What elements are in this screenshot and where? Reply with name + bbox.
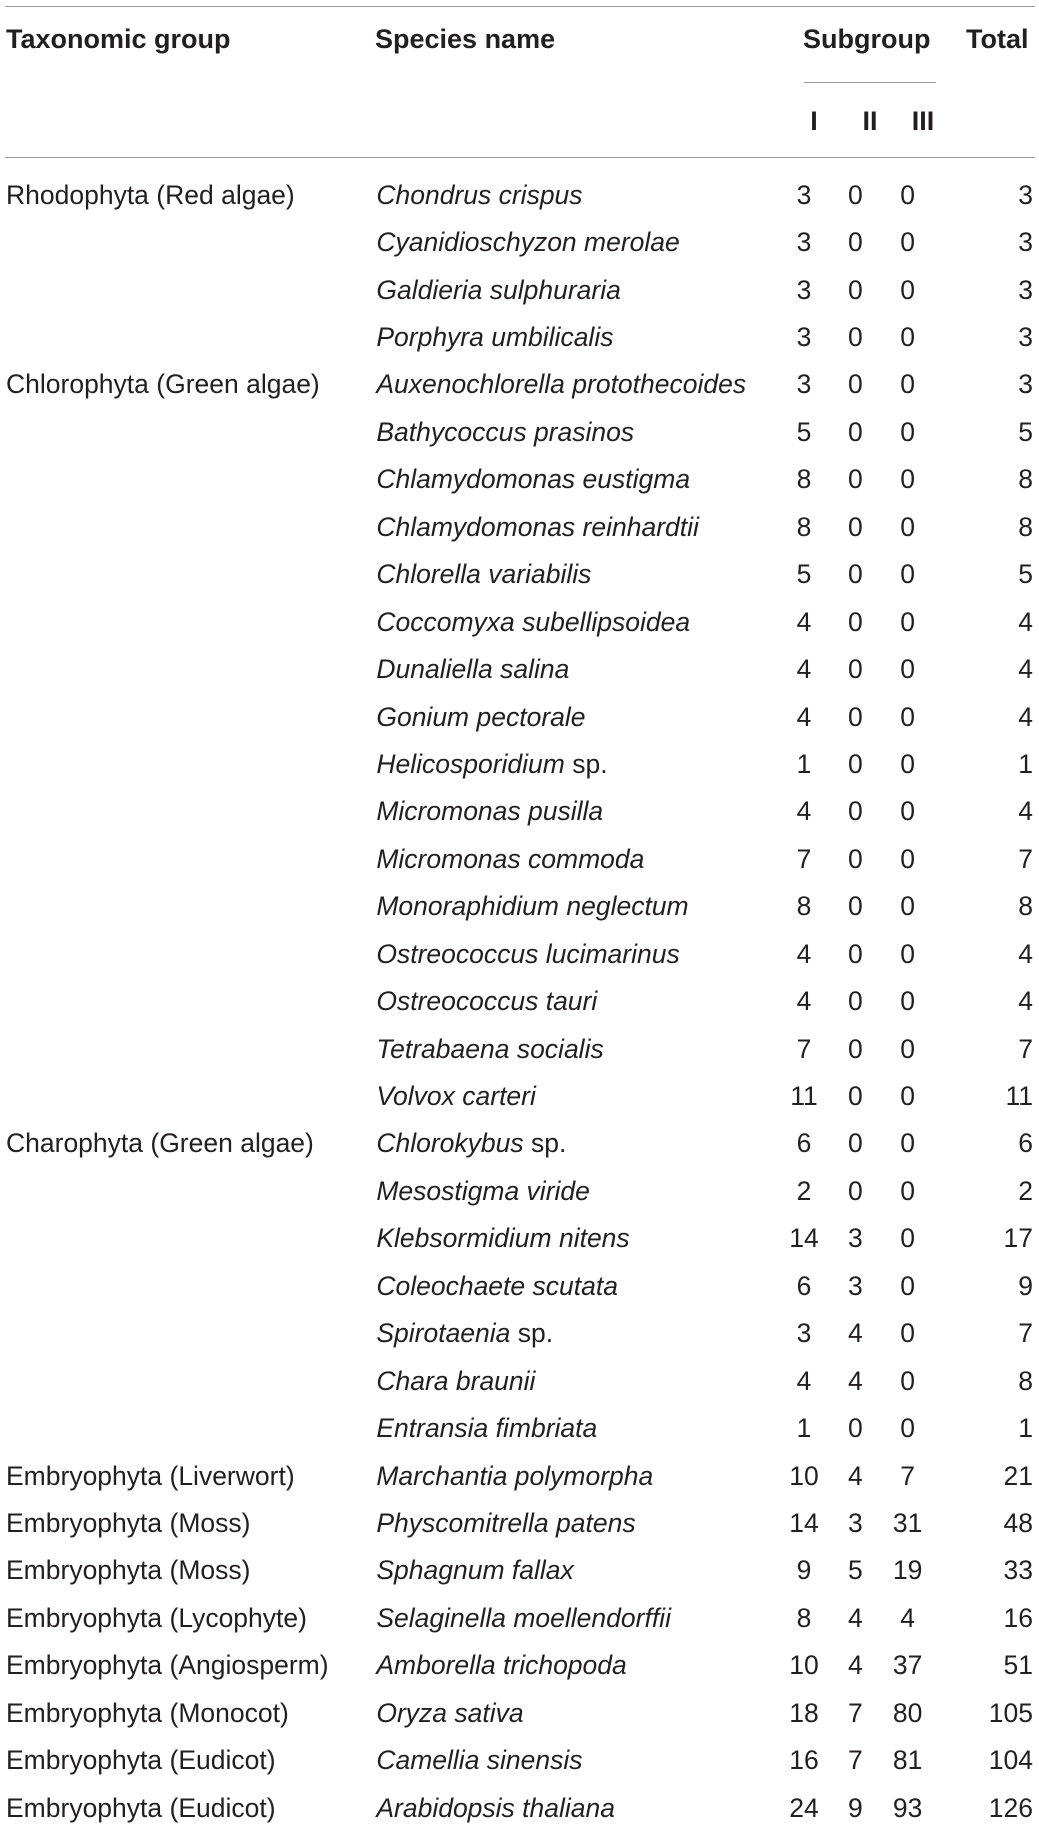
species-name-italic: Chlorokybus — [376, 1128, 524, 1159]
subgroup-ii-count: 0 — [847, 511, 863, 542]
table-row — [0, 503, 1039, 550]
subgroup-i-count: 11 — [790, 1081, 818, 1112]
subgroup-iii-count: 31 — [892, 1507, 923, 1538]
subgroup-iii-count: 0 — [900, 796, 916, 827]
taxonomic-group-cell — [0, 977, 376, 1024]
total-count: 3 — [1018, 274, 1033, 305]
species-name-cell — [376, 1357, 778, 1404]
species-name-cell — [376, 1547, 778, 1594]
subgroup-iii-count: 19 — [892, 1555, 923, 1586]
subgroup-ii-count: 3 — [847, 1223, 863, 1254]
taxonomic-group-cell — [0, 551, 376, 598]
species-name-suffix: sp. — [564, 748, 608, 779]
subgroup-ii-count: 3 — [847, 1507, 863, 1538]
total-count: 7 — [1018, 1318, 1033, 1349]
total-count: 4 — [1018, 654, 1033, 685]
total-count: 1 — [1018, 748, 1033, 779]
table-row — [0, 456, 1039, 503]
table-row — [0, 1120, 1039, 1167]
species-name-cell — [376, 645, 778, 692]
table-row — [0, 740, 1039, 787]
taxonomic-group-cell: Rhodophyta (Red algae) — [6, 179, 295, 210]
subgroup-ii-count: 7 — [847, 1697, 863, 1728]
subgroup-ii-count: 0 — [847, 179, 863, 210]
subgroup-i-count: 4 — [796, 654, 812, 685]
species-name-italic: Sphagnum fallax — [376, 1555, 574, 1586]
table-row — [0, 1642, 1039, 1689]
subgroup-i-count: 4 — [796, 796, 812, 827]
subgroup-ii-count: 0 — [847, 843, 863, 874]
species-name-cell — [376, 788, 778, 835]
subgroup-iii-count: 81 — [892, 1745, 923, 1776]
species-name-cell — [376, 835, 778, 882]
subgroup-i-count: 9 — [796, 1555, 812, 1586]
total-count: 51 — [1003, 1650, 1033, 1681]
table-row — [0, 266, 1039, 313]
subgroup-ii-count: 0 — [847, 938, 863, 969]
subgroup-i-count: 4 — [796, 606, 812, 637]
species-name-cell — [376, 361, 778, 408]
species-name-italic: Bathycoccus prasinos — [376, 416, 635, 447]
table-row — [0, 645, 1039, 692]
species-name-italic: Coccomyxa subellipsoidea — [376, 606, 691, 637]
taxonomic-group-cell — [0, 1310, 376, 1357]
subgroup-iii-count: 0 — [900, 701, 916, 732]
header-subgroup: Subgroup — [803, 24, 931, 54]
species-name-italic: Chlamydomonas reinhardtii — [376, 511, 699, 542]
subgroup-iii-count: 0 — [900, 986, 916, 1017]
taxonomic-group-cell — [0, 1167, 376, 1214]
species-name-cell — [376, 1594, 778, 1641]
table-row — [0, 1215, 1039, 1262]
species-name-cell — [376, 1404, 778, 1451]
table-row — [0, 1547, 1039, 1594]
species-name-cell — [376, 1499, 778, 1546]
subgroup-ii-count: 0 — [847, 986, 863, 1017]
species-name-italic: Auxenochlorella protothecoides — [376, 369, 747, 400]
subgroup-iii-count: 0 — [900, 369, 916, 400]
subgroup-ii-count: 4 — [847, 1318, 863, 1349]
subgroup-ii-count: 0 — [847, 796, 863, 827]
subgroup-ii-count: 4 — [847, 1365, 863, 1396]
subgroup-i-count: 3 — [796, 322, 812, 353]
species-name-cell — [376, 1167, 778, 1214]
subgroup-iii-count: 7 — [900, 1460, 916, 1491]
table-top-rule — [5, 6, 1035, 7]
subgroup-ii-count: 0 — [847, 274, 863, 305]
subgroup-i-count: 4 — [796, 701, 812, 732]
table-row — [0, 1357, 1039, 1404]
species-name-italic: Spirotaenia — [376, 1318, 511, 1349]
subgroup-i-count: 8 — [796, 1602, 812, 1633]
total-count: 3 — [1018, 227, 1033, 258]
species-name-italic: Micromonas pusilla — [376, 796, 604, 827]
table-row — [0, 1262, 1039, 1309]
species-name-cell — [376, 1310, 778, 1357]
species-name-cell — [376, 171, 778, 218]
subgroup-iii-count: 0 — [900, 227, 916, 258]
species-data-table — [0, 171, 1039, 1831]
species-name-cell — [376, 883, 778, 930]
subgroup-i-count: 7 — [796, 1033, 812, 1064]
total-count: 104 — [988, 1745, 1033, 1776]
subgroup-i-count: 3 — [796, 274, 812, 305]
taxonomic-group-cell: Embryophyta (Moss) — [6, 1555, 251, 1586]
total-count: 4 — [1018, 606, 1033, 637]
subgroup-i-count: 4 — [796, 1365, 812, 1396]
subgroup-i-count: 8 — [796, 464, 812, 495]
total-count: 5 — [1018, 559, 1033, 590]
subgroup-span-rule — [804, 82, 936, 83]
subgroup-i-count: 3 — [796, 179, 812, 210]
subgroup-ii-count: 0 — [847, 1413, 863, 1444]
taxonomic-group-cell — [0, 456, 376, 503]
table-row — [0, 408, 1039, 455]
total-count: 6 — [1018, 1128, 1033, 1159]
species-name-cell — [376, 740, 778, 787]
species-name-cell — [376, 930, 778, 977]
subgroup-i-count: 6 — [796, 1128, 812, 1159]
taxonomic-group-cell — [0, 883, 376, 930]
species-name-italic: Oryza sativa — [376, 1697, 524, 1728]
species-name-cell — [376, 1120, 778, 1167]
header-subgroup-iii: III — [911, 106, 935, 136]
species-name-italic: Coleochaete scutata — [376, 1270, 618, 1301]
species-name-cell — [376, 1736, 778, 1783]
subgroup-iii-count: 0 — [900, 938, 916, 969]
table-row — [0, 218, 1039, 265]
species-name-italic: Micromonas commoda — [376, 843, 645, 874]
taxonomic-group-cell — [0, 266, 376, 313]
subgroup-iii-count: 37 — [892, 1650, 923, 1681]
subgroup-i-count: 14 — [789, 1223, 819, 1254]
taxonomic-group-cell — [0, 788, 376, 835]
species-name-cell — [376, 598, 778, 645]
subgroup-iii-count: 0 — [900, 511, 916, 542]
species-name-italic: Ostreococcus tauri — [376, 986, 598, 1017]
total-count: 105 — [988, 1697, 1033, 1728]
total-count: 21 — [1003, 1460, 1033, 1491]
species-name-cell — [376, 551, 778, 598]
total-count: 8 — [1018, 1365, 1033, 1396]
subgroup-i-count: 3 — [796, 369, 812, 400]
subgroup-iii-count: 0 — [900, 606, 916, 637]
species-name-cell — [376, 1642, 778, 1689]
taxonomic-group-cell — [0, 1262, 376, 1309]
total-count: 17 — [1003, 1223, 1033, 1254]
species-name-italic: Gonium pectorale — [376, 701, 586, 732]
species-name-suffix: sp. — [523, 1128, 567, 1159]
species-name-italic: Mesostigma viride — [376, 1175, 590, 1206]
subgroup-i-count: 3 — [796, 1318, 812, 1349]
taxonomic-group-cell — [0, 503, 376, 550]
species-name-cell — [376, 266, 778, 313]
species-name-cell — [376, 1215, 778, 1262]
total-count: 16 — [1003, 1602, 1033, 1633]
species-name-italic: Klebsormidium nitens — [376, 1223, 630, 1254]
taxonomic-group-cell: Embryophyta (Eudicot) — [6, 1792, 276, 1823]
subgroup-iii-count: 0 — [900, 1223, 916, 1254]
taxonomic-group-cell — [0, 1215, 376, 1262]
subgroup-i-count: 3 — [796, 227, 812, 258]
table-row — [0, 551, 1039, 598]
species-name-cell — [376, 1072, 778, 1119]
total-count: 7 — [1018, 843, 1033, 874]
table-body — [0, 171, 1039, 1831]
table-row — [0, 313, 1039, 360]
subgroup-ii-count: 9 — [847, 1792, 863, 1823]
subgroup-i-count: 7 — [796, 843, 812, 874]
taxonomic-group-cell — [0, 740, 376, 787]
taxonomic-group-cell — [0, 313, 376, 360]
subgroup-ii-count: 4 — [847, 1460, 863, 1491]
taxonomic-group-cell — [0, 693, 376, 740]
subgroup-iii-count: 0 — [900, 1413, 916, 1444]
species-name-cell — [376, 1452, 778, 1499]
subgroup-iii-count: 0 — [900, 1270, 916, 1301]
subgroup-iii-count: 0 — [900, 1128, 916, 1159]
total-count: 1 — [1018, 1413, 1033, 1444]
taxonomic-group-cell — [0, 930, 376, 977]
subgroup-iii-count: 0 — [900, 891, 916, 922]
taxonomic-group-cell: Charophyta (Green algae) — [6, 1128, 314, 1159]
header-subgroup-i: I — [810, 106, 818, 136]
subgroup-i-count: 5 — [796, 416, 812, 447]
taxonomic-group-cell — [0, 1404, 376, 1451]
table-row — [0, 598, 1039, 645]
total-count: 8 — [1018, 511, 1033, 542]
taxonomic-group-cell: Embryophyta (Monocot) — [6, 1697, 289, 1728]
subgroup-ii-count: 7 — [847, 1745, 863, 1776]
subgroup-i-count: 1 — [796, 748, 812, 779]
table-row — [0, 693, 1039, 740]
taxonomic-group-cell — [0, 645, 376, 692]
table-row — [0, 1452, 1039, 1499]
subgroup-i-count: 4 — [796, 938, 812, 969]
subgroup-i-count: 16 — [789, 1745, 819, 1776]
subgroup-ii-count: 3 — [847, 1270, 863, 1301]
species-name-italic: Entransia fimbriata — [376, 1413, 598, 1444]
subgroup-iii-count: 0 — [900, 1365, 916, 1396]
subgroup-iii-count: 80 — [892, 1697, 923, 1728]
species-name-italic: Helicosporidium — [376, 748, 565, 779]
taxonomic-group-cell: Embryophyta (Eudicot) — [6, 1745, 276, 1776]
subgroup-ii-count: 0 — [847, 322, 863, 353]
species-name-italic: Porphyra umbilicalis — [376, 322, 614, 353]
species-name-italic: Chlorella variabilis — [376, 559, 592, 590]
subgroup-iii-count: 0 — [900, 654, 916, 685]
subgroup-ii-count: 0 — [847, 654, 863, 685]
taxonomic-group-cell — [0, 1025, 376, 1072]
subgroup-iii-count: 93 — [892, 1792, 923, 1823]
table-row — [0, 930, 1039, 977]
table-row — [0, 1499, 1039, 1546]
species-name-italic: Chlamydomonas eustigma — [376, 464, 691, 495]
taxonomic-group-cell — [0, 598, 376, 645]
subgroup-ii-count: 0 — [847, 369, 863, 400]
taxonomic-group-cell: Embryophyta (Moss) — [6, 1507, 251, 1538]
total-count: 2 — [1018, 1175, 1033, 1206]
total-count: 4 — [1018, 701, 1033, 732]
subgroup-i-count: 1 — [796, 1413, 812, 1444]
total-count: 3 — [1018, 179, 1033, 210]
total-count: 11 — [1005, 1081, 1033, 1112]
table-row — [0, 1025, 1039, 1072]
species-name-italic: Volvox carteri — [376, 1081, 536, 1112]
subgroup-i-count: 6 — [796, 1270, 812, 1301]
table-row — [0, 1167, 1039, 1214]
subgroup-i-count: 2 — [796, 1175, 812, 1206]
table-row — [0, 1594, 1039, 1641]
taxonomic-group-cell: Embryophyta (Lycophyte) — [6, 1602, 307, 1633]
subgroup-i-count: 24 — [789, 1792, 819, 1823]
total-count: 3 — [1018, 322, 1033, 353]
subgroup-iii-count: 0 — [900, 1081, 916, 1112]
subgroup-iii-count: 0 — [900, 1175, 916, 1206]
total-count: 4 — [1018, 796, 1033, 827]
species-name-italic: Physcomitrella patens — [376, 1507, 636, 1538]
table-row — [0, 171, 1039, 218]
species-name-italic: Cyanidioschyzon merolae — [376, 227, 680, 258]
subgroup-ii-count: 0 — [847, 1128, 863, 1159]
subgroup-ii-count: 0 — [847, 748, 863, 779]
subgroup-ii-count: 0 — [847, 891, 863, 922]
table-row — [0, 1404, 1039, 1451]
total-count: 4 — [1018, 938, 1033, 969]
subgroup-iii-count: 0 — [900, 748, 916, 779]
subgroup-i-count: 14 — [789, 1507, 819, 1538]
total-count: 3 — [1018, 369, 1033, 400]
species-name-italic: Amborella trichopoda — [376, 1650, 627, 1681]
subgroup-iii-count: 0 — [900, 274, 916, 305]
subgroup-i-count: 10 — [789, 1650, 819, 1681]
total-count: 33 — [1003, 1555, 1033, 1586]
table-row — [0, 1736, 1039, 1783]
species-name-italic: Tetrabaena socialis — [376, 1033, 604, 1064]
total-count: 48 — [1003, 1507, 1033, 1538]
species-name-cell — [376, 408, 778, 455]
subgroup-i-count: 8 — [796, 891, 812, 922]
taxonomic-group-cell: Chlorophyta (Green algae) — [6, 369, 320, 400]
taxonomic-group-cell — [0, 218, 376, 265]
subgroup-iii-count: 0 — [900, 179, 916, 210]
table-row — [0, 1072, 1039, 1119]
species-name-cell — [376, 1025, 778, 1072]
subgroup-ii-count: 0 — [847, 1033, 863, 1064]
taxonomic-group-cell — [0, 1072, 376, 1119]
species-name-italic: Monoraphidium neglectum — [376, 891, 689, 922]
table-row — [0, 1310, 1039, 1357]
subgroup-ii-count: 4 — [847, 1602, 863, 1633]
subgroup-ii-count: 0 — [847, 559, 863, 590]
header-species-name: Species name — [375, 24, 556, 54]
total-count: 9 — [1018, 1270, 1033, 1301]
subgroup-i-count: 5 — [796, 559, 812, 590]
subgroup-iii-count: 0 — [900, 322, 916, 353]
total-count: 7 — [1018, 1033, 1033, 1064]
total-count: 8 — [1018, 891, 1033, 922]
species-name-cell — [376, 218, 778, 265]
species-name-cell — [376, 313, 778, 360]
taxonomic-group-cell: Embryophyta (Liverwort) — [6, 1460, 295, 1491]
species-name-italic: Chondrus crispus — [376, 179, 583, 210]
table-row — [0, 788, 1039, 835]
species-name-cell — [376, 977, 778, 1024]
table-row — [0, 835, 1039, 882]
table-row — [0, 361, 1039, 408]
table-row — [0, 1689, 1039, 1736]
taxonomic-group-cell — [0, 1357, 376, 1404]
table-row — [0, 883, 1039, 930]
species-name-cell — [376, 503, 778, 550]
species-name-italic: Selaginella moellendorffii — [376, 1602, 671, 1633]
subgroup-i-count: 8 — [796, 511, 812, 542]
taxonomic-group-cell — [0, 408, 376, 455]
total-count: 4 — [1018, 986, 1033, 1017]
subgroup-i-count: 18 — [789, 1697, 819, 1728]
subgroup-iii-count: 4 — [900, 1602, 916, 1633]
header-subgroup-ii: II — [862, 106, 878, 136]
species-name-italic: Arabidopsis thaliana — [376, 1792, 615, 1823]
subgroup-iii-count: 0 — [900, 416, 916, 447]
species-name-cell — [376, 1689, 778, 1736]
species-name-suffix: sp. — [510, 1318, 554, 1349]
subgroup-iii-count: 0 — [900, 843, 916, 874]
species-name-italic: Marchantia polymorpha — [376, 1460, 654, 1491]
subgroup-ii-count: 0 — [847, 1175, 863, 1206]
total-count: 5 — [1018, 416, 1033, 447]
table-row — [0, 977, 1039, 1024]
taxonomic-group-cell — [0, 835, 376, 882]
header-total: Total — [966, 24, 1029, 54]
taxonomic-group-cell: Embryophyta (Angiosperm) — [6, 1650, 329, 1681]
subgroup-iii-count: 0 — [900, 559, 916, 590]
total-count: 126 — [988, 1792, 1033, 1823]
subgroup-ii-count: 5 — [847, 1555, 863, 1586]
subgroup-ii-count: 0 — [847, 701, 863, 732]
subgroup-ii-count: 0 — [847, 1081, 863, 1112]
header-taxonomic-group: Taxonomic group — [6, 24, 231, 54]
header-bottom-rule — [5, 157, 1035, 158]
subgroup-i-count: 10 — [789, 1460, 819, 1491]
subgroup-ii-count: 0 — [847, 606, 863, 637]
subgroup-i-count: 4 — [796, 986, 812, 1017]
species-name-cell — [376, 693, 778, 740]
species-name-italic: Ostreococcus lucimarinus — [376, 938, 680, 969]
species-name-cell — [376, 456, 778, 503]
species-name-italic: Dunaliella salina — [376, 654, 570, 685]
subgroup-iii-count: 0 — [900, 1318, 916, 1349]
subgroup-iii-count: 0 — [900, 464, 916, 495]
species-name-italic: Galdieria sulphuraria — [376, 274, 621, 305]
total-count: 8 — [1018, 464, 1033, 495]
species-name-italic: Chara braunii — [376, 1365, 536, 1396]
species-name-cell — [376, 1262, 778, 1309]
subgroup-ii-count: 0 — [847, 416, 863, 447]
subgroup-iii-count: 0 — [900, 1033, 916, 1064]
subgroup-ii-count: 0 — [847, 227, 863, 258]
species-name-italic: Camellia sinensis — [376, 1745, 583, 1776]
subgroup-ii-count: 4 — [847, 1650, 863, 1681]
subgroup-ii-count: 0 — [847, 464, 863, 495]
